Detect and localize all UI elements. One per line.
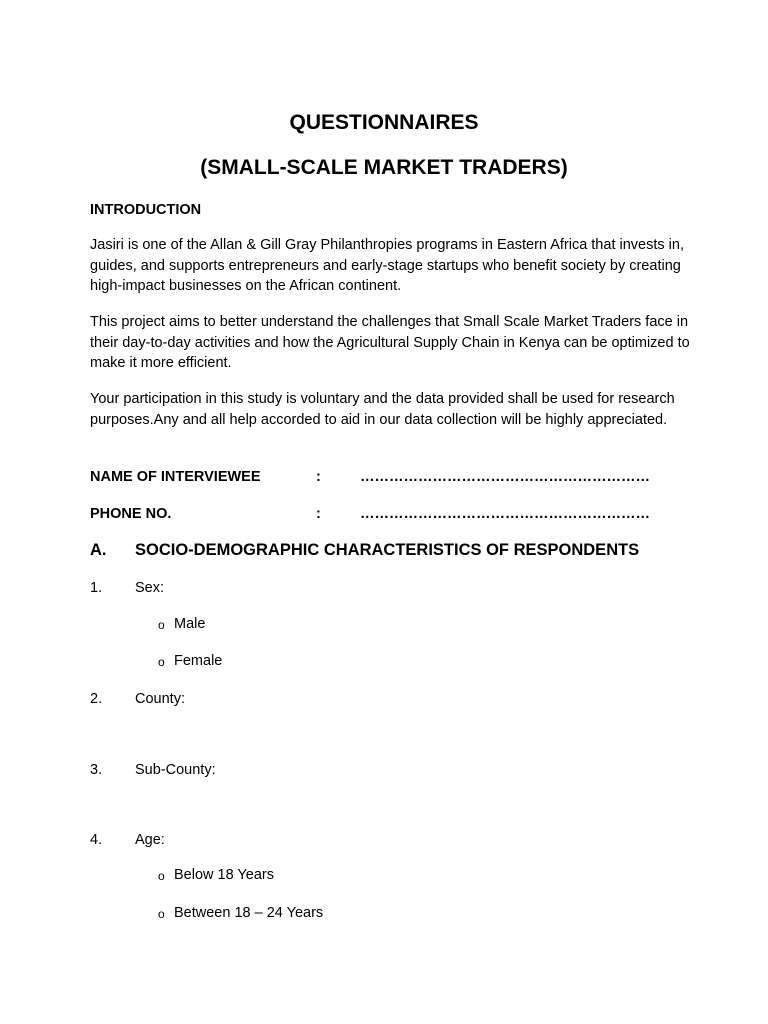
section-title: SOCIO-DEMOGRAPHIC CHARACTERISTICS OF RESPONDENTS bbox=[135, 541, 640, 559]
option-label: Between 18 – 24 Years bbox=[174, 905, 324, 921]
option-label: Female bbox=[174, 653, 223, 669]
circle-bullet-icon: o bbox=[158, 618, 165, 632]
field-label: NAME OF INTERVIEWEE bbox=[90, 469, 261, 485]
intro-paragraph-1: Jasiri is one of the Allan & Gill Gray Philanthropies programs in Eastern Africa that invests in, guides, and supports entrepreneurs and early-stage startups who benefit society by creating high-impact businesses on the African continent. bbox=[90, 237, 684, 294]
question-county bbox=[90, 689, 690, 709]
question-text: Sex: bbox=[135, 580, 165, 596]
section-letter: A. bbox=[90, 541, 107, 559]
option-label: Male bbox=[174, 616, 206, 632]
circle-bullet-icon: o bbox=[158, 869, 165, 883]
field-colon: : bbox=[316, 506, 321, 522]
option-label: Below 18 Years bbox=[174, 867, 274, 883]
field-blank-line: …………………………………………………… bbox=[360, 506, 650, 522]
field-label: PHONE NO. bbox=[90, 506, 172, 522]
question-text: County: bbox=[135, 691, 185, 707]
question-sex bbox=[90, 578, 690, 598]
document-subtitle: (SMALL-SCALE MARKET TRADERS) bbox=[200, 156, 568, 179]
phone-number-field bbox=[90, 504, 690, 524]
document-title: QUESTIONNAIRES bbox=[289, 111, 479, 134]
intro-paragraph-3: Your participation in this study is voluntary and the data provided shall be used for research purposes.Any and all help accorded to aid in our data collection will be highly appreciated. bbox=[90, 391, 675, 428]
circle-bullet-icon: o bbox=[158, 655, 165, 669]
question-sub-county bbox=[90, 760, 690, 780]
question-number: 1. bbox=[90, 580, 103, 596]
circle-bullet-icon: o bbox=[158, 907, 165, 921]
option-18-to-24 bbox=[158, 903, 558, 923]
field-colon: : bbox=[316, 469, 321, 485]
question-number: 2. bbox=[90, 691, 103, 707]
question-number: 3. bbox=[90, 762, 103, 778]
question-text: Age: bbox=[135, 832, 165, 848]
question-text: Sub-County: bbox=[135, 762, 216, 778]
section-heading bbox=[90, 539, 710, 561]
option-below-18 bbox=[158, 865, 558, 885]
option-male bbox=[158, 614, 558, 634]
question-age bbox=[90, 830, 690, 850]
interviewee-name-field bbox=[90, 467, 690, 487]
intro-paragraph-2: This project aims to better understand the challenges that Small Scale Market Traders face in their day-to-day activities and how the Agricultural Supply Chain in Kenya can be optimized to make it more efficient. bbox=[90, 314, 690, 371]
intro-heading: INTRODUCTION bbox=[90, 202, 202, 218]
question-number: 4. bbox=[90, 832, 103, 848]
field-blank-line: …………………………………………………… bbox=[360, 469, 650, 485]
option-female bbox=[158, 651, 558, 671]
